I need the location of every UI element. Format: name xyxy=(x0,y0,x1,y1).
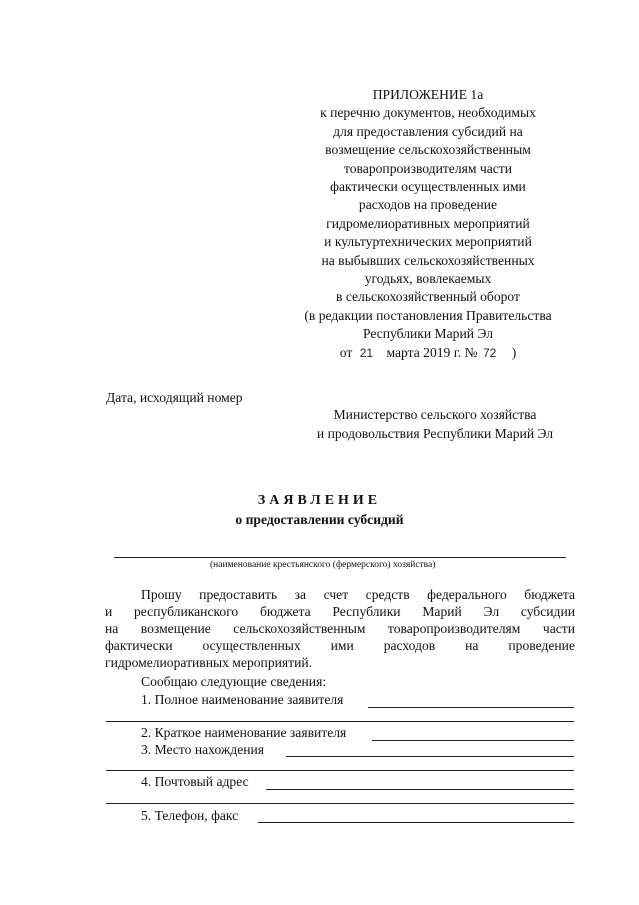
appendix-day: 21 xyxy=(359,345,374,360)
field-short-name-line[interactable] xyxy=(372,740,574,741)
appendix-date-line xyxy=(280,344,576,362)
appendix-header xyxy=(280,86,576,362)
appendix-line: в сельскохозяйственный оборот xyxy=(336,289,520,305)
appendix-month-year: марта 2019 г. № xyxy=(386,344,478,360)
field-location-line[interactable] xyxy=(286,756,574,757)
appendix-line: фактически осуществленных ими xyxy=(330,179,526,195)
field-postal-address-line-2[interactable] xyxy=(106,803,574,804)
field-full-name-label: 1. Полное наименование заявителя xyxy=(141,692,344,707)
field-location-line-2[interactable] xyxy=(106,770,574,771)
recipient-block xyxy=(290,405,580,443)
document-title: ЗАЯВЛЕНИЕ xyxy=(257,493,382,508)
appendix-line: Республики Марий Эл xyxy=(362,326,494,342)
field-phone-fax-label: 5. Телефон, факс xyxy=(141,808,239,823)
appendix-line: и культуртехнических мероприятий xyxy=(324,234,532,250)
request-line: на возмещение сельскохозяйственным товаропроизводителям части xyxy=(105,621,575,636)
appendix-line: к перечню документов, необходимых xyxy=(320,105,536,121)
appendix-line: для предоставления субсидий на xyxy=(333,123,523,139)
document-subtitle: о предоставлении субсидий xyxy=(235,512,404,527)
date-outgoing-number-label: Дата, исходящий номер xyxy=(106,390,243,405)
farm-name-line[interactable] xyxy=(114,557,566,558)
field-postal-address-line[interactable] xyxy=(266,789,574,790)
appendix-line: на выбывших сельскохозяйственных xyxy=(321,252,535,268)
appendix-line: гидромелиоративных мероприятий xyxy=(326,215,530,231)
request-line: фактически осуществленных ими расходов на проведение xyxy=(105,638,575,653)
farm-name-caption: (наименование крестьянского (фермерского) хозяйства) xyxy=(210,560,436,570)
request-line: гидромелиоративных мероприятий. xyxy=(105,655,313,670)
appendix-line: расходов на проведение xyxy=(358,197,498,213)
request-paragraph xyxy=(105,586,575,671)
appendix-line: (в редакции постановления Правительства xyxy=(304,307,552,323)
field-full-name-line-2[interactable] xyxy=(106,721,574,722)
appendix-line: товаропроизводителям части xyxy=(344,160,512,176)
appendix-number: 72 xyxy=(482,345,497,360)
appendix-from-suffix: ) xyxy=(511,344,517,360)
appendix-line: возмещение сельскохозяйственным xyxy=(325,142,531,158)
field-short-name-label: 2. Краткое наименование заявителя xyxy=(141,725,347,740)
field-full-name-line[interactable] xyxy=(368,707,574,708)
info-intro: Сообщаю следующие сведения: xyxy=(141,674,327,689)
field-location-label: 3. Место нахождения xyxy=(141,742,265,757)
request-line: Прошу предоставить за счет средств федерального бюджета xyxy=(141,587,575,602)
recipient-line-2: и продовольствия Республики Марий Эл xyxy=(316,426,554,441)
appendix-line: угодьях, вовлекаемых xyxy=(364,271,492,287)
field-postal-address-label: 4. Почтовый адрес xyxy=(141,774,249,789)
field-phone-fax-line[interactable] xyxy=(258,822,574,823)
recipient-line-1: Министерство сельского хозяйства xyxy=(333,407,537,422)
appendix-from-prefix: от xyxy=(339,344,353,360)
request-line: и республиканского бюджета Республики Марий Эл субсидии xyxy=(105,604,575,619)
appendix-line: ПРИЛОЖЕНИЕ 1а xyxy=(372,87,484,102)
